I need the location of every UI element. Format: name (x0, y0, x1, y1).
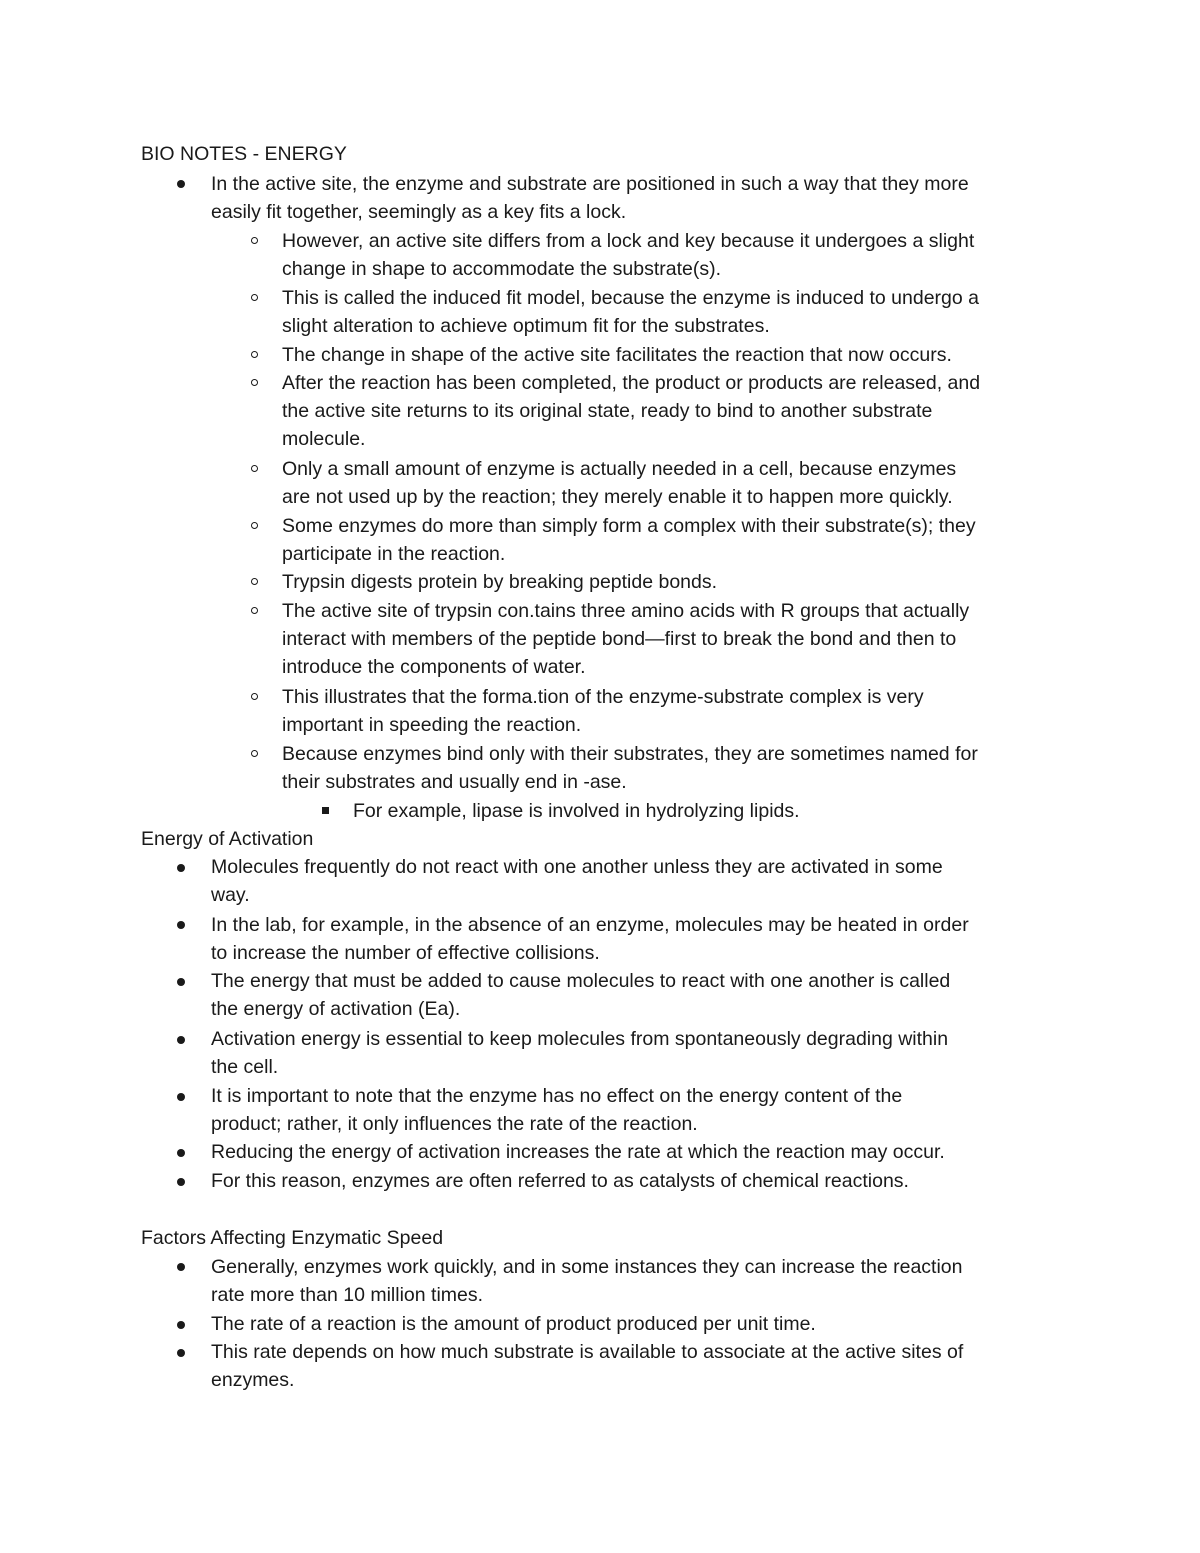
list-item: It is important to note that the enzyme has no effect on the energy content of the (211, 1085, 903, 1107)
bullet-dot (177, 180, 185, 188)
list-item: For this reason, enzymes are often referred to as catalysts of chemical reactions. (211, 1170, 909, 1192)
sub-list-item: Some enzymes do more than simply form a complex with their substrate(s); they (282, 515, 976, 537)
page-title: BIO NOTES - ENERGY (141, 143, 347, 165)
sub-list-item: This illustrates that the forma.tion of the enzyme-substrate complex is very (282, 686, 924, 708)
section-heading: Energy of Activation (141, 828, 314, 850)
list-item-cont: the energy of activation (Ea). (211, 998, 461, 1020)
list-item-cont: way. (211, 884, 250, 906)
list-item-cont: product; rather, it only influences the rate of the reaction. (211, 1113, 698, 1135)
sub-list-item-cont: their substrates and usually end in -ase. (282, 771, 627, 793)
sub-list-item-cont: molecule. (282, 428, 366, 450)
bullet-dot (177, 978, 185, 986)
list-item: Reducing the energy of activation increases the rate at which the reaction may occur. (211, 1141, 945, 1163)
sub-list-item: After the reaction has been completed, the product or products are released, and (282, 372, 981, 394)
list-item-cont: enzymes. (211, 1369, 295, 1391)
list-item: In the active site, the enzyme and substrate are positioned in such a way that they more (211, 173, 969, 195)
bullet-square (322, 807, 329, 814)
bullet-dot (177, 1093, 185, 1101)
bullet-dot (177, 1178, 185, 1186)
bullet-dot (177, 1263, 185, 1271)
bullet-ring (251, 379, 258, 386)
list-item: Generally, enzymes work quickly, and in some instances they can increase the reaction (211, 1256, 963, 1278)
bullet-ring (251, 294, 258, 301)
list-item-cont: to increase the number of effective collisions. (211, 942, 600, 964)
bullet-ring (251, 351, 258, 358)
bullet-ring (251, 465, 258, 472)
sub-list-item-cont: the active site returns to its original state, ready to bind to another substrate (282, 400, 933, 422)
bullet-ring (251, 522, 258, 529)
sub-list-item-cont: participate in the reaction. (282, 543, 506, 565)
list-item: This rate depends on how much substrate is available to associate at the active sites of (211, 1341, 964, 1363)
sub-list-item-cont: important in speeding the reaction. (282, 714, 582, 736)
sub-sub-list-item: For example, lipase is involved in hydrolyzing lipids. (353, 800, 800, 822)
sub-list-item: This is called the induced fit model, because the enzyme is induced to undergo a (282, 287, 980, 309)
bullet-dot (177, 864, 185, 872)
list-item: The energy that must be added to cause molecules to react with one another is called (211, 970, 951, 992)
sub-list-item: The change in shape of the active site facilitates the reaction that now occurs. (282, 344, 952, 366)
sub-list-item: However, an active site differs from a lock and key because it undergoes a slight (282, 230, 975, 252)
sub-list-item: The active site of trypsin con.tains three amino acids with R groups that actually (282, 600, 970, 622)
bullet-ring (251, 607, 258, 614)
bullet-dot (177, 1321, 185, 1329)
sub-list-item-cont: are not used up by the reaction; they merely enable it to happen more quickly. (282, 486, 953, 508)
bullet-ring (251, 693, 258, 700)
list-item-cont: rate more than 10 million times. (211, 1284, 484, 1306)
list-item: Activation energy is essential to keep molecules from spontaneously degrading within (211, 1028, 949, 1050)
list-item: The rate of a reaction is the amount of product produced per unit time. (211, 1313, 816, 1335)
bullet-dot (177, 921, 185, 929)
sub-list-item-cont: slight alteration to achieve optimum fit for the substrates. (282, 315, 770, 337)
list-item-cont: the cell. (211, 1056, 279, 1078)
bullet-ring (251, 237, 258, 244)
bullet-dot (177, 1149, 185, 1157)
sub-list-item: Only a small amount of enzyme is actually needed in a cell, because enzymes (282, 458, 957, 480)
sub-list-item-cont: change in shape to accommodate the substrate(s). (282, 258, 721, 280)
list-item: In the lab, for example, in the absence of an enzyme, molecules may be heated in order (211, 914, 969, 936)
bullet-ring (251, 578, 258, 585)
sub-list-item: Trypsin digests protein by breaking peptide bonds. (282, 571, 718, 593)
bullet-dot (177, 1349, 185, 1357)
list-item-cont: easily fit together, seemingly as a key fits a lock. (211, 201, 627, 223)
bullet-dot (177, 1036, 185, 1044)
sub-list-item-cont: introduce the components of water. (282, 656, 586, 678)
sub-list-item: Because enzymes bind only with their substrates, they are sometimes named for (282, 743, 978, 765)
sub-list-item-cont: interact with members of the peptide bond—first to break the bond and then to (282, 628, 957, 650)
list-item: Molecules frequently do not react with one another unless they are activated in some (211, 856, 943, 878)
bullet-ring (251, 750, 258, 757)
section-heading: Factors Affecting Enzymatic Speed (141, 1227, 444, 1249)
